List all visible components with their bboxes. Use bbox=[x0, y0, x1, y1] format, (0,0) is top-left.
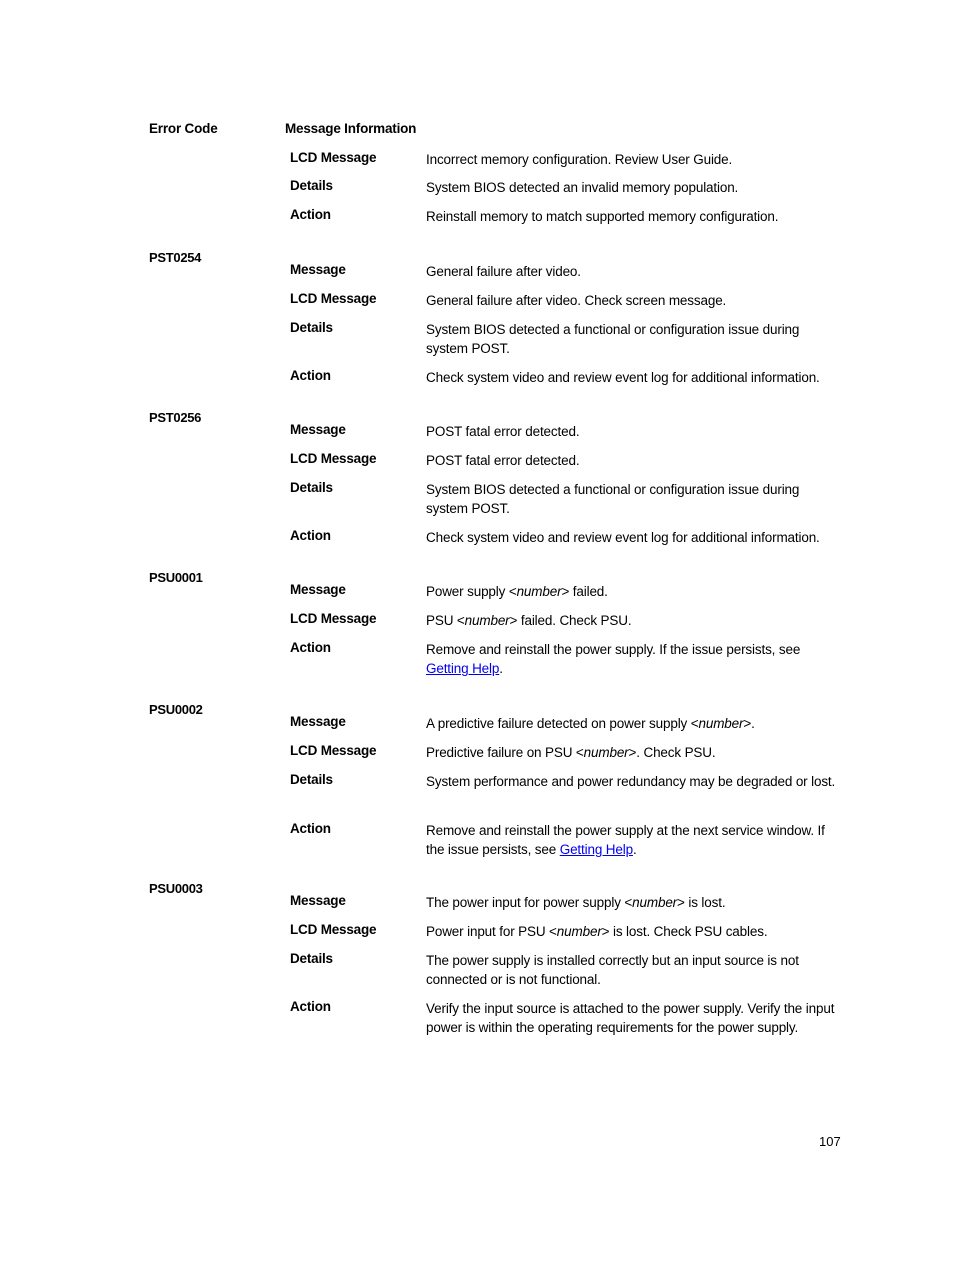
lcd-message-value: Power input for PSU <number> is lost. Check PSU cables. bbox=[426, 924, 768, 939]
lcd-message-label: LCD Message bbox=[290, 922, 377, 937]
action-value: Verify the input source is attached to the power supply. Verify the input power is within the operating requirements for the power supply. bbox=[426, 1001, 835, 1035]
action-value: Check system video and review event log for additional information. bbox=[426, 370, 820, 385]
message-label: Message bbox=[290, 422, 346, 437]
action-label: Action bbox=[290, 821, 331, 836]
lcd-message-label: LCD Message bbox=[290, 743, 377, 758]
number-placeholder: number bbox=[698, 716, 744, 731]
message-value: A predictive failure detected on power supply <number>. bbox=[426, 716, 755, 731]
action-value: Reinstall memory to match supported memory configuration. bbox=[426, 209, 779, 224]
number-placeholder: number bbox=[556, 924, 602, 939]
lcd-message-label: LCD Message bbox=[290, 150, 377, 165]
message-value: Power supply <number> failed. bbox=[426, 584, 608, 599]
column-header-error-code: Error Code bbox=[149, 121, 218, 136]
error-code: PSU0003 bbox=[149, 881, 203, 896]
lcd-message-label: LCD Message bbox=[290, 611, 377, 626]
column-header-message-information: Message Information bbox=[285, 121, 417, 136]
lcd-message-value: PSU <number> failed. Check PSU. bbox=[426, 613, 632, 628]
number-placeholder: number bbox=[516, 584, 562, 599]
action-label: Action bbox=[290, 207, 331, 222]
details-value: System BIOS detected a functional or configuration issue during system POST. bbox=[426, 482, 800, 516]
lcd-message-label: LCD Message bbox=[290, 451, 377, 466]
details-label: Details bbox=[290, 772, 333, 787]
details-value: System performance and power redundancy may be degraded or lost. bbox=[426, 774, 836, 789]
message-label: Message bbox=[290, 893, 346, 908]
action-value: Remove and reinstall the power supply at the next service window. If the issue persists, see Getting Help. bbox=[426, 823, 825, 857]
message-value: POST fatal error detected. bbox=[426, 424, 580, 439]
lcd-message-value: Predictive failure on PSU <number>. Check PSU. bbox=[426, 745, 716, 760]
number-placeholder: number bbox=[464, 613, 510, 628]
error-code: PST0254 bbox=[149, 250, 202, 265]
message-label: Message bbox=[290, 714, 346, 729]
lcd-message-value: General failure after video. Check screen message. bbox=[426, 293, 727, 308]
details-label: Details bbox=[290, 480, 333, 495]
action-value: Remove and reinstall the power supply. If the issue persists, see Getting Help. bbox=[426, 642, 801, 676]
details-value: The power supply is installed correctly but an input source is not connected or is not functional. bbox=[426, 953, 799, 987]
action-label: Action bbox=[290, 640, 331, 655]
getting-help-link[interactable]: Getting Help bbox=[426, 661, 500, 676]
action-label: Action bbox=[290, 528, 331, 543]
action-label: Action bbox=[290, 368, 331, 383]
lcd-message-label: LCD Message bbox=[290, 291, 377, 306]
page-number: 107 bbox=[819, 1134, 841, 1149]
lcd-message-value: Incorrect memory configuration. Review User Guide. bbox=[426, 152, 733, 167]
message-label: Message bbox=[290, 582, 346, 597]
message-value: General failure after video. bbox=[426, 264, 581, 279]
error-code: PSU0001 bbox=[149, 570, 203, 585]
number-placeholder: number bbox=[632, 895, 678, 910]
details-label: Details bbox=[290, 178, 333, 193]
lcd-message-value: POST fatal error detected. bbox=[426, 453, 580, 468]
details-label: Details bbox=[290, 951, 333, 966]
details-value: System BIOS detected a functional or configuration issue during system POST. bbox=[426, 322, 800, 356]
message-label: Message bbox=[290, 262, 346, 277]
action-value: Check system video and review event log for additional information. bbox=[426, 530, 820, 545]
error-code: PST0256 bbox=[149, 410, 202, 425]
message-value: The power input for power supply <number> is lost. bbox=[426, 895, 726, 910]
error-code: PSU0002 bbox=[149, 702, 203, 717]
getting-help-link[interactable]: Getting Help bbox=[559, 842, 633, 857]
action-label: Action bbox=[290, 999, 331, 1014]
details-value: System BIOS detected an invalid memory population. bbox=[426, 180, 739, 195]
details-label: Details bbox=[290, 320, 333, 335]
number-placeholder: number bbox=[583, 745, 629, 760]
